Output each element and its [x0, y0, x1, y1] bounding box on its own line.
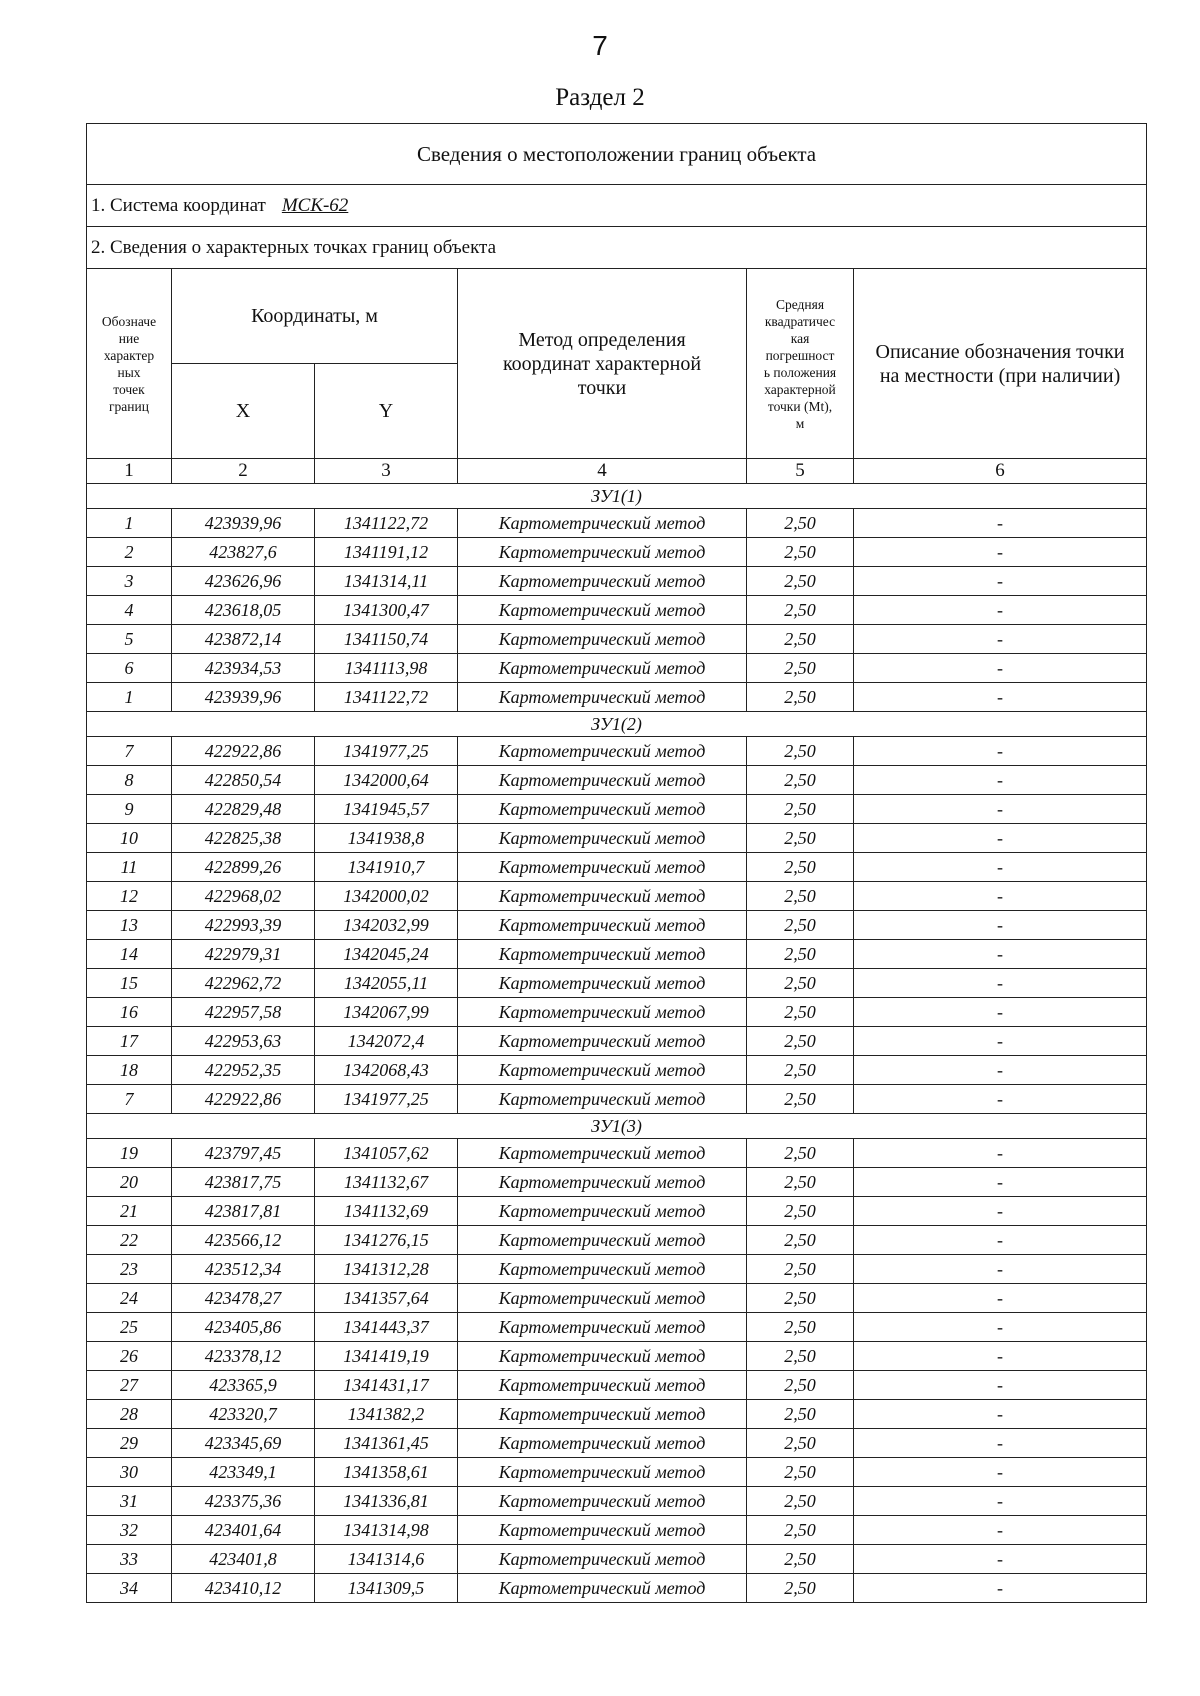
cell-coord-y: 1341132,67 — [315, 1168, 458, 1197]
cell-point-id: 22 — [87, 1226, 172, 1255]
cell-error: 2,50 — [747, 853, 854, 882]
cell-coord-y: 1341382,2 — [315, 1400, 458, 1429]
cell-description: - — [854, 998, 1147, 1027]
cell-point-id: 5 — [87, 625, 172, 654]
cell-coord-x: 423934,53 — [172, 654, 315, 683]
cell-error: 2,50 — [747, 940, 854, 969]
cell-description: - — [854, 882, 1147, 911]
cell-coord-y: 1341113,98 — [315, 654, 458, 683]
header-point-id: Обозначе ние характер ных точек границ — [87, 269, 172, 459]
cell-description: - — [854, 509, 1147, 538]
cell-coord-y: 1342067,99 — [315, 998, 458, 1027]
table-row — [87, 1139, 1147, 1168]
cell-method: Картометрический метод — [458, 1458, 747, 1487]
cell-description: - — [854, 1487, 1147, 1516]
group-label: ЗУ1(2) — [87, 712, 1147, 737]
cell-point-id: 21 — [87, 1197, 172, 1226]
cell-coord-y: 1341122,72 — [315, 509, 458, 538]
cell-coord-y: 1341977,25 — [315, 1085, 458, 1114]
cell-method: Картометрический метод — [458, 509, 747, 538]
cell-coord-x: 422979,31 — [172, 940, 315, 969]
cell-error: 2,50 — [747, 1516, 854, 1545]
cell-method: Картометрический метод — [458, 1085, 747, 1114]
cell-error: 2,50 — [747, 1574, 854, 1603]
table-row — [87, 596, 1147, 625]
table-row — [87, 1056, 1147, 1085]
cell-coord-y: 1341358,61 — [315, 1458, 458, 1487]
cell-method: Картометрический метод — [458, 1545, 747, 1574]
cell-coord-x: 423512,34 — [172, 1255, 315, 1284]
cell-method: Картометрический метод — [458, 1371, 747, 1400]
cell-coord-x: 423365,9 — [172, 1371, 315, 1400]
cell-method: Картометрический метод — [458, 940, 747, 969]
table-row — [87, 567, 1147, 596]
cell-method: Картометрический метод — [458, 1027, 747, 1056]
cell-description: - — [854, 1027, 1147, 1056]
table-row — [87, 1313, 1147, 1342]
cell-error: 2,50 — [747, 1168, 854, 1197]
cell-coord-y: 1341357,64 — [315, 1284, 458, 1313]
cell-coord-x: 423478,27 — [172, 1284, 315, 1313]
cell-point-id: 3 — [87, 567, 172, 596]
table-row — [87, 795, 1147, 824]
header-y: Y — [315, 364, 458, 459]
column-index-6: 6 — [854, 459, 1147, 484]
cell-description: - — [854, 1545, 1147, 1574]
cell-description: - — [854, 538, 1147, 567]
table-row — [87, 509, 1147, 538]
cell-description: - — [854, 1056, 1147, 1085]
cell-method: Картометрический метод — [458, 1197, 747, 1226]
cell-coord-y: 1341314,6 — [315, 1545, 458, 1574]
table-row — [87, 1284, 1147, 1313]
cell-error: 2,50 — [747, 824, 854, 853]
cell-point-id: 27 — [87, 1371, 172, 1400]
cell-coord-y: 1341132,69 — [315, 1197, 458, 1226]
cell-description: - — [854, 1458, 1147, 1487]
cell-method: Картометрический метод — [458, 795, 747, 824]
cell-coord-x: 423375,36 — [172, 1487, 315, 1516]
cell-coord-y: 1341057,62 — [315, 1139, 458, 1168]
cell-point-id: 28 — [87, 1400, 172, 1429]
table-row — [87, 654, 1147, 683]
cell-method: Картометрический метод — [458, 1255, 747, 1284]
cell-method: Картометрический метод — [458, 882, 747, 911]
cell-coord-x: 423320,7 — [172, 1400, 315, 1429]
cell-method: Картометрический метод — [458, 1313, 747, 1342]
cell-coord-x: 423378,12 — [172, 1342, 315, 1371]
table-row — [87, 1085, 1147, 1114]
cell-point-id: 15 — [87, 969, 172, 998]
cell-coord-y: 1342000,02 — [315, 882, 458, 911]
cell-description: - — [854, 625, 1147, 654]
cell-coord-x: 423345,69 — [172, 1429, 315, 1458]
header-method: Метод определения координат характерной точки — [458, 269, 747, 459]
cell-description: - — [854, 596, 1147, 625]
cell-description: - — [854, 654, 1147, 683]
cell-coord-y: 1342032,99 — [315, 911, 458, 940]
cell-method: Картометрический метод — [458, 683, 747, 712]
cell-error: 2,50 — [747, 969, 854, 998]
cell-coord-x: 422953,63 — [172, 1027, 315, 1056]
table-row — [87, 1226, 1147, 1255]
coord-system-label: 1. Система координат — [91, 194, 266, 216]
cell-point-id: 16 — [87, 998, 172, 1027]
cell-coord-y: 1341122,72 — [315, 683, 458, 712]
cell-error: 2,50 — [747, 654, 854, 683]
cell-description: - — [854, 1226, 1147, 1255]
cell-method: Картометрический метод — [458, 1516, 747, 1545]
cell-error: 2,50 — [747, 567, 854, 596]
cell-description: - — [854, 911, 1147, 940]
cell-error: 2,50 — [747, 1400, 854, 1429]
cell-coord-y: 1342045,24 — [315, 940, 458, 969]
cell-coord-x: 423939,96 — [172, 509, 315, 538]
header-x: X — [172, 364, 315, 459]
cell-coord-x: 422899,26 — [172, 853, 315, 882]
cell-method: Картометрический метод — [458, 1284, 747, 1313]
cell-coord-y: 1341977,25 — [315, 737, 458, 766]
cell-error: 2,50 — [747, 683, 854, 712]
cell-method: Картометрический метод — [458, 654, 747, 683]
cell-coord-x: 422922,86 — [172, 737, 315, 766]
table-row — [87, 998, 1147, 1027]
cell-description: - — [854, 1516, 1147, 1545]
table-row — [87, 969, 1147, 998]
cell-point-id: 20 — [87, 1168, 172, 1197]
cell-description: - — [854, 1168, 1147, 1197]
cell-coord-x: 423401,64 — [172, 1516, 315, 1545]
coord-system-value: МСК-62 — [281, 194, 349, 216]
cell-coord-y: 1341276,15 — [315, 1226, 458, 1255]
cell-coord-y: 1341431,17 — [315, 1371, 458, 1400]
cell-error: 2,50 — [747, 625, 854, 654]
cell-description: - — [854, 567, 1147, 596]
cell-description: - — [854, 683, 1147, 712]
table-row — [87, 1487, 1147, 1516]
cell-error: 2,50 — [747, 1255, 854, 1284]
cell-error: 2,50 — [747, 509, 854, 538]
column-index-4: 4 — [458, 459, 747, 484]
points-title: 2. Сведения о характерных точках границ объекта — [87, 227, 1147, 269]
cell-coord-y: 1341309,5 — [315, 1574, 458, 1603]
cell-coord-x: 422825,38 — [172, 824, 315, 853]
cell-description: - — [854, 1139, 1147, 1168]
cell-point-id: 23 — [87, 1255, 172, 1284]
cell-method: Картометрический метод — [458, 567, 747, 596]
cell-point-id: 34 — [87, 1574, 172, 1603]
table-row — [87, 766, 1147, 795]
cell-error: 2,50 — [747, 1027, 854, 1056]
cell-error: 2,50 — [747, 766, 854, 795]
table-row — [87, 1168, 1147, 1197]
cell-description: - — [854, 1197, 1147, 1226]
cell-coord-x: 422968,02 — [172, 882, 315, 911]
cell-error: 2,50 — [747, 1197, 854, 1226]
cell-point-id: 26 — [87, 1342, 172, 1371]
cell-point-id: 6 — [87, 654, 172, 683]
cell-coord-x: 423410,12 — [172, 1574, 315, 1603]
cell-coord-x: 422922,86 — [172, 1085, 315, 1114]
cell-method: Картометрический метод — [458, 824, 747, 853]
cell-method: Картометрический метод — [458, 911, 747, 940]
cell-point-id: 11 — [87, 853, 172, 882]
cell-point-id: 7 — [87, 737, 172, 766]
cell-method: Картометрический метод — [458, 1056, 747, 1085]
cell-point-id: 2 — [87, 538, 172, 567]
header-description: Описание обозначения точки на местности (при наличии) — [854, 269, 1147, 459]
cell-method: Картометрический метод — [458, 1139, 747, 1168]
cell-description: - — [854, 766, 1147, 795]
cell-description: - — [854, 1342, 1147, 1371]
cell-method: Картометрический метод — [458, 1400, 747, 1429]
table-row — [87, 1429, 1147, 1458]
group-label: ЗУ1(3) — [87, 1114, 1147, 1139]
cell-method: Картометрический метод — [458, 1226, 747, 1255]
column-index-1: 1 — [87, 459, 172, 484]
cell-point-id: 4 — [87, 596, 172, 625]
cell-error: 2,50 — [747, 1313, 854, 1342]
table-row — [87, 1545, 1147, 1574]
cell-coord-x: 423872,14 — [172, 625, 315, 654]
cell-method: Картометрический метод — [458, 998, 747, 1027]
cell-description: - — [854, 1574, 1147, 1603]
cell-point-id: 33 — [87, 1545, 172, 1574]
cell-error: 2,50 — [747, 911, 854, 940]
table-row — [87, 1458, 1147, 1487]
cell-coord-x: 422952,35 — [172, 1056, 315, 1085]
table-row — [87, 1371, 1147, 1400]
cell-coord-x: 423626,96 — [172, 567, 315, 596]
cell-error: 2,50 — [747, 882, 854, 911]
cell-point-id: 13 — [87, 911, 172, 940]
cell-error: 2,50 — [747, 795, 854, 824]
cell-coord-y: 1341150,74 — [315, 625, 458, 654]
cell-coord-y: 1341336,81 — [315, 1487, 458, 1516]
cell-coord-x: 423405,86 — [172, 1313, 315, 1342]
cell-point-id: 18 — [87, 1056, 172, 1085]
table-row — [87, 1516, 1147, 1545]
table-row — [87, 1027, 1147, 1056]
cell-coord-x: 423797,45 — [172, 1139, 315, 1168]
cell-point-id: 1 — [87, 683, 172, 712]
cell-coord-y: 1341419,19 — [315, 1342, 458, 1371]
cell-method: Картометрический метод — [458, 1168, 747, 1197]
cell-coord-x: 423817,75 — [172, 1168, 315, 1197]
cell-description: - — [854, 737, 1147, 766]
cell-method: Картометрический метод — [458, 625, 747, 654]
cell-coord-y: 1341443,37 — [315, 1313, 458, 1342]
cell-coord-y: 1341191,12 — [315, 538, 458, 567]
cell-error: 2,50 — [747, 1342, 854, 1371]
table-row — [87, 538, 1147, 567]
column-index-3: 3 — [315, 459, 458, 484]
table-row — [87, 1574, 1147, 1603]
cell-coord-x: 422957,58 — [172, 998, 315, 1027]
cell-method: Картометрический метод — [458, 538, 747, 567]
cell-point-id: 7 — [87, 1085, 172, 1114]
cell-method: Картометрический метод — [458, 853, 747, 882]
cell-coord-y: 1342068,43 — [315, 1056, 458, 1085]
cell-coord-y: 1341938,8 — [315, 824, 458, 853]
cell-description: - — [854, 1429, 1147, 1458]
cell-error: 2,50 — [747, 1085, 854, 1114]
cell-error: 2,50 — [747, 1139, 854, 1168]
cell-coord-y: 1342072,4 — [315, 1027, 458, 1056]
table-row — [87, 1400, 1147, 1429]
cell-point-id: 17 — [87, 1027, 172, 1056]
cell-method: Картометрический метод — [458, 1574, 747, 1603]
cell-coord-x: 422962,72 — [172, 969, 315, 998]
cell-coord-y: 1341945,57 — [315, 795, 458, 824]
table-banner: Сведения о местоположении границ объекта — [87, 124, 1147, 185]
group-label: ЗУ1(1) — [87, 484, 1147, 509]
cell-coord-x: 422850,54 — [172, 766, 315, 795]
coord-system-row — [87, 185, 1147, 227]
cell-description: - — [854, 1371, 1147, 1400]
cell-error: 2,50 — [747, 1429, 854, 1458]
column-index-2: 2 — [172, 459, 315, 484]
cell-coord-y: 1342000,64 — [315, 766, 458, 795]
cell-point-id: 31 — [87, 1487, 172, 1516]
page-number: 7 — [592, 30, 608, 61]
cell-error: 2,50 — [747, 596, 854, 625]
cell-description: - — [854, 969, 1147, 998]
cell-coord-y: 1341314,11 — [315, 567, 458, 596]
cell-method: Картометрический метод — [458, 766, 747, 795]
cell-error: 2,50 — [747, 1545, 854, 1574]
cell-point-id: 12 — [87, 882, 172, 911]
cell-method: Картометрический метод — [458, 969, 747, 998]
cell-coord-y: 1341910,7 — [315, 853, 458, 882]
cell-coord-x: 423817,81 — [172, 1197, 315, 1226]
cell-point-id: 32 — [87, 1516, 172, 1545]
boundary-table — [86, 123, 1147, 1603]
cell-description: - — [854, 1313, 1147, 1342]
cell-point-id: 8 — [87, 766, 172, 795]
table-row — [87, 625, 1147, 654]
cell-point-id: 24 — [87, 1284, 172, 1313]
cell-description: - — [854, 1085, 1147, 1114]
cell-point-id: 30 — [87, 1458, 172, 1487]
cell-coord-y: 1341361,45 — [315, 1429, 458, 1458]
cell-point-id: 25 — [87, 1313, 172, 1342]
cell-coord-y: 1341300,47 — [315, 596, 458, 625]
cell-coord-x: 423939,96 — [172, 683, 315, 712]
cell-coord-y: 1341312,28 — [315, 1255, 458, 1284]
cell-method: Картометрический метод — [458, 596, 747, 625]
cell-error: 2,50 — [747, 1284, 854, 1313]
cell-coord-y: 1341314,98 — [315, 1516, 458, 1545]
cell-description: - — [854, 1400, 1147, 1429]
cell-point-id: 19 — [87, 1139, 172, 1168]
cell-method: Картометрический метод — [458, 737, 747, 766]
cell-error: 2,50 — [747, 1458, 854, 1487]
table-row — [87, 940, 1147, 969]
header-coords: Координаты, м — [172, 269, 458, 364]
cell-coord-y: 1342055,11 — [315, 969, 458, 998]
cell-coord-x: 423349,1 — [172, 1458, 315, 1487]
cell-error: 2,50 — [747, 737, 854, 766]
cell-method: Картометрический метод — [458, 1429, 747, 1458]
cell-coord-x: 422829,48 — [172, 795, 315, 824]
cell-error: 2,50 — [747, 538, 854, 567]
cell-coord-x: 423566,12 — [172, 1226, 315, 1255]
table-row — [87, 853, 1147, 882]
table-row — [87, 1255, 1147, 1284]
cell-method: Картометрический метод — [458, 1342, 747, 1371]
cell-point-id: 29 — [87, 1429, 172, 1458]
cell-coord-x: 423401,8 — [172, 1545, 315, 1574]
table-row — [87, 824, 1147, 853]
cell-point-id: 9 — [87, 795, 172, 824]
column-index-5: 5 — [747, 459, 854, 484]
cell-error: 2,50 — [747, 1056, 854, 1085]
header-error: Средняя квадратичес кая погрешност ь положения характерной точки (Mt), м — [747, 269, 854, 459]
cell-description: - — [854, 1255, 1147, 1284]
cell-error: 2,50 — [747, 1487, 854, 1516]
cell-method: Картометрический метод — [458, 1487, 747, 1516]
table-row — [87, 737, 1147, 766]
section-title: Раздел 2 — [555, 84, 645, 111]
cell-error: 2,50 — [747, 1226, 854, 1255]
cell-error: 2,50 — [747, 998, 854, 1027]
table-row — [87, 1197, 1147, 1226]
table-row — [87, 882, 1147, 911]
table-row — [87, 911, 1147, 940]
cell-point-id: 14 — [87, 940, 172, 969]
table-row — [87, 683, 1147, 712]
cell-point-id: 10 — [87, 824, 172, 853]
cell-description: - — [854, 824, 1147, 853]
cell-coord-x: 423618,05 — [172, 596, 315, 625]
table-row — [87, 1342, 1147, 1371]
cell-point-id: 1 — [87, 509, 172, 538]
cell-description: - — [854, 795, 1147, 824]
cell-coord-x: 422993,39 — [172, 911, 315, 940]
cell-description: - — [854, 853, 1147, 882]
cell-coord-x: 423827,6 — [172, 538, 315, 567]
cell-error: 2,50 — [747, 1371, 854, 1400]
cell-description: - — [854, 1284, 1147, 1313]
cell-description: - — [854, 940, 1147, 969]
